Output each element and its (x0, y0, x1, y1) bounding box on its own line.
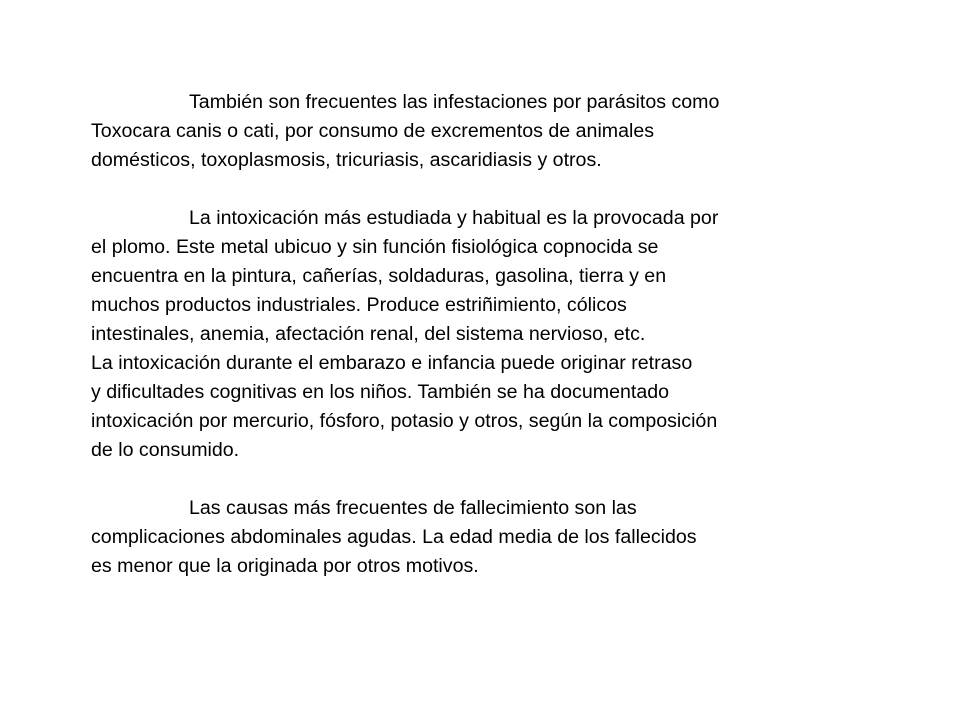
text-line: encuentra en la pintura, cañerías, soldaduras, gasolina, tierra y en (91, 265, 667, 287)
paragraph-gap (91, 465, 871, 494)
text-line: muchos productos industriales. Produce estriñimiento, cólicos (91, 294, 627, 316)
text-line: La intoxicación durante el embarazo e infancia puede originar retraso (91, 352, 693, 374)
text-line: intestinales, anemia, afectación renal, del sistema nervioso, etc. (91, 323, 646, 345)
text-line: Toxocara canis o cati, por consumo de excrementos de animales (91, 120, 655, 142)
text-line: y dificultades cognitivas en los niños. También se ha documentado (91, 381, 670, 403)
text-line: domésticos, toxoplasmosis, tricuriasis, ascaridiasis y otros. (91, 149, 602, 171)
text-line: Las causas más frecuentes de fallecimiento son las (189, 497, 637, 519)
text-line: es menor que la originada por otros motivos. (91, 555, 479, 577)
paragraph-lead-intoxication (91, 204, 871, 465)
paragraph-gap (91, 175, 871, 204)
text-line: intoxicación por mercurio, fósforo, potasio y otros, según la composición (91, 410, 718, 432)
text-line: También son frecuentes las infestaciones por parásitos como (189, 91, 720, 113)
text-line: La intoxicación más estudiada y habitual es la provocada por (189, 207, 719, 229)
paragraph-parasites (91, 88, 871, 175)
text-line: el plomo. Este metal ubicuo y sin función fisiológica copnocida se (91, 236, 659, 258)
paragraph-causes-of-death (91, 494, 871, 581)
body-text (91, 88, 871, 581)
text-line: complicaciones abdominales agudas. La edad media de los fallecidos (91, 526, 697, 548)
text-line: de lo consumido. (91, 439, 240, 461)
